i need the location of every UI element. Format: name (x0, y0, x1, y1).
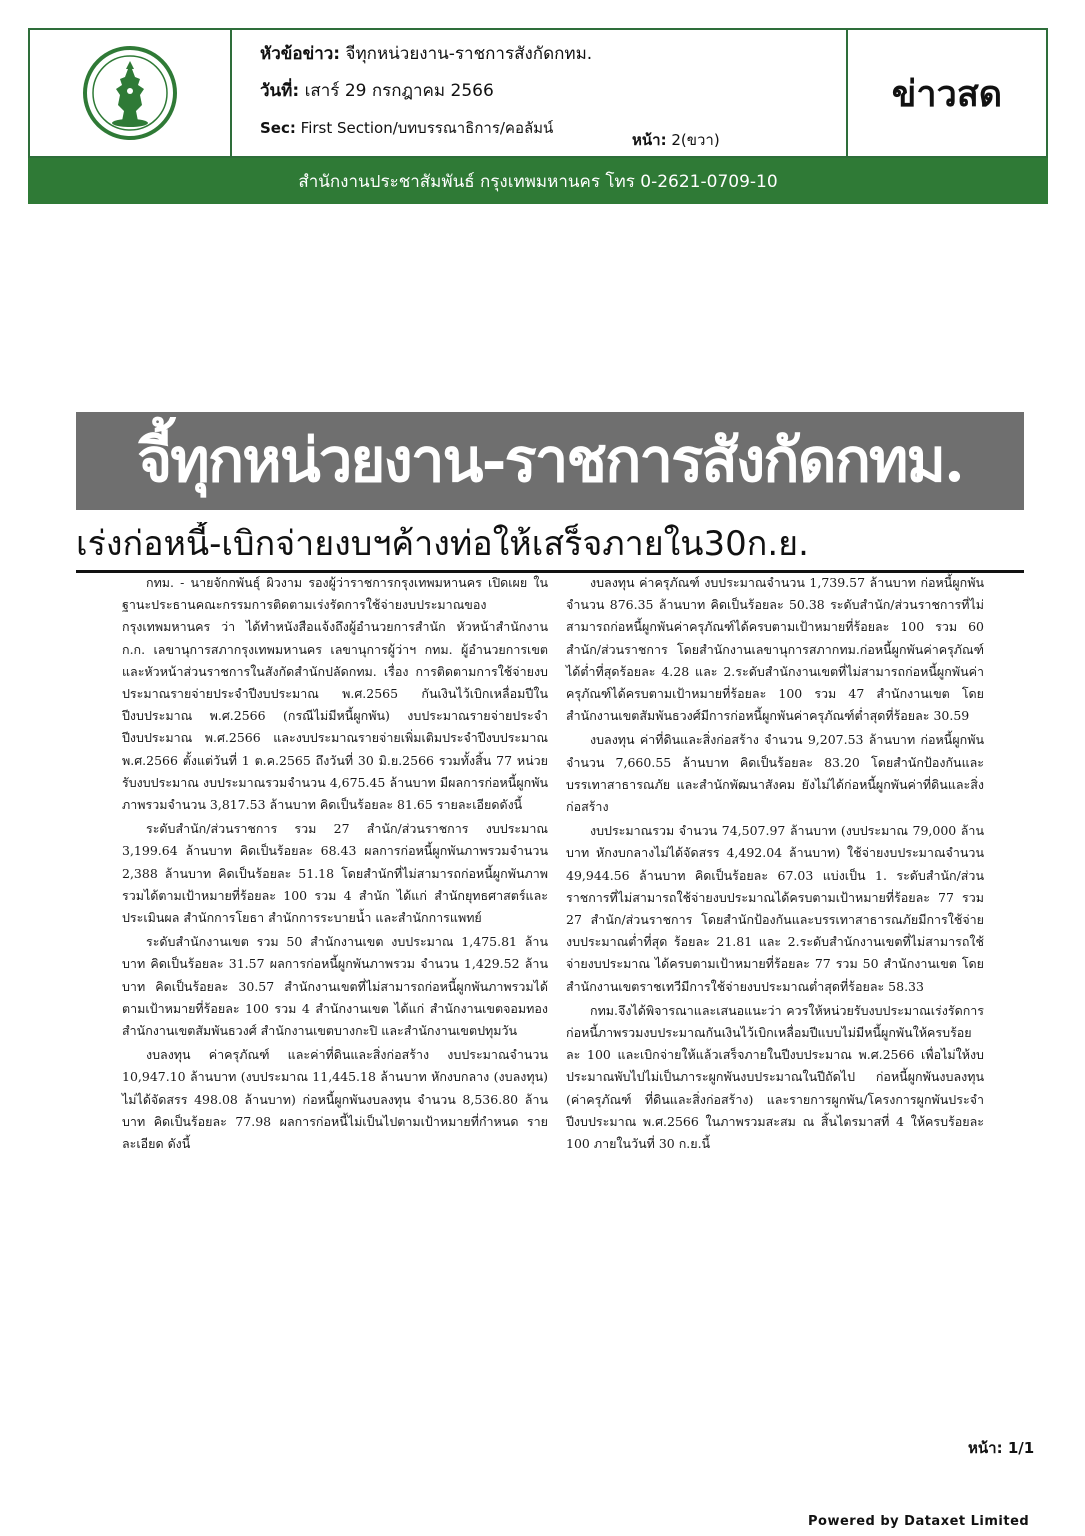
powered-by: Powered by Dataxet Limited (808, 1514, 1030, 1529)
page-label: หน้า: (632, 131, 667, 149)
subheadline: เร่งก่อหนี้-เบิกจ่ายงบฯค้างท่อให้เสร็จภายใน30ก.ย. (76, 522, 1024, 573)
paragraph: ระดับสำนัก/ส่วนราชการ รวม 27 สำนัก/ส่วนราชการ งบประมาณ 3,199.64 ล้านบาท คิดเป็นร้อยละ 68.43 ผลการก่อหนี้ผูกพันภาพรวมจำนวน 2,388 ล้านบาท คิดเป็นร้อยละ 51.18 โดยสำนักที่ไม่สามารถก่อหนี้ผูกพันภาพรวมได้ตามเป้าหมายที่ร้อยละ 100 รวม 4 สำนัก ได้แก่ สำนักยุทธศาสตร์และประเมินผล สำนักการโยธา สำนักการระบายน้ำ และสำนักการแพทย์ (122, 821, 548, 926)
headline: จี้ทุกหน่วยงาน-ราชการสังกัดกทม. (76, 412, 1024, 510)
sec-label: Sec: (260, 119, 296, 137)
article-column-left (122, 572, 548, 1157)
topic-line (260, 44, 846, 64)
paragraph: ระดับสำนักงานเขต รวม 50 สำนักงานเขต งบประมาณ 1,475.81 ล้านบาท คิดเป็นร้อยละ 31.57 ผลการก่อหนี้ผูกพันภาพรวม จำนวน 1,429.52 ล้านบาท คิดเป็นร้อยละ 30.57 สำนักงานเขตที่ไม่สามารถก่อหนี้ผูกพันภาพรวมได้ตามเป้าหมายที่ร้อยละ 100 รวม 4 สำนักงานเขต ได้แก่ สำนักงานเขตจอมทอง สำนักงานเขตสัมพันธวงศ์ สำนักงานเขตบางกะปิ และสำนักงานเขตปทุมวัน (122, 934, 548, 1039)
contact-text: สำนักงานประชาสัมพันธ์ กรุงเทพมหานคร โทร 0-2621-0709-10 (298, 171, 778, 192)
paragraph: งบลงทุน ค่าครุภัณฑ์ งบประมาณจำนวน 1,739.57 ล้านบาท ก่อหนี้ผูกพัน จำนวน 876.35 ล้านบาท คิดเป็นร้อยละ 50.38 ระดับสำนัก/ส่วนราชการที่ไม่สามารถก่อหนี้ผูกพันค่าครุภัณฑ์ได้ครบตามเป้าหมายที่ร้อยละ 100 รวม 60 สำนัก/ส่วนราชการ โดยสำนักงานเลขานุการสภากทม.ก่อหนี้ผูกพันค่าครุภัณฑ์ได้ต่ำที่สุดร้อยละ 4.28 และ 2.ระดับสำนักงานเขตที่ไม่สามารถก่อหนี้ผูกพันค่าครุภัณฑ์ได้ครบตามเป้าหมายที่ร้อยละ 100 รวม 47 สำนักงานเขต โดยสำนักงานเขตสัมพันธวงศ์มีการก่อหนี้ผูกพันค่าครุภัณฑ์ต่ำสุดที่ร้อยละ 30.59 (566, 575, 984, 724)
contact-bar (28, 158, 1048, 204)
source-cell (848, 30, 1046, 156)
topic-value: จีทุกหน่วยงาน-ราชการสังกัดกทม. (345, 44, 593, 64)
date-line (260, 81, 846, 101)
sec-value: First Section/บทบรรณาธิการ/คอลัมน์ (300, 119, 554, 137)
sec-line (260, 118, 846, 138)
info-cell (232, 30, 848, 156)
date-value: เสาร์ 29 กรกฎาคม 2566 (304, 81, 494, 101)
page-number (632, 128, 720, 152)
clipping-header (28, 28, 1048, 158)
bangkok-seal-icon (82, 45, 178, 141)
paragraph: งบประมาณรวม จำนวน 74,507.97 ล้านบาท (งบประมาณ 79,000 ล้านบาท หักงบกลางไม่ได้จัดสรร 4,492.04 ล้านบาท) ใช้จ่ายงบประมาณจำนวน 49,944.56 ล้านบาท คิดเป็นร้อยละ 67.03 แบ่งเป็น 1. ระดับสำนัก/ส่วนราชการที่ไม่สามารถใช้จ่ายงบประมาณได้ครบตามเป้าหมายที่ร้อยละ 77 รวม 27 สำนัก/ส่วนราชการ โดยสำนักป้องกันและบรรเทาสาธารณภัยมีการใช้จ่ายงบประมาณต่ำที่สุด ร้อยละ 21.81 และ 2.ระดับสำนักงานเขตที่ไม่สามารถใช้จ่ายงบประมาณ ได้ครบตามเป้าหมายที่ร้อยละ 77 รวม 50 สำนักงานเขต โดยสำนักงานเขตราชเทวีมีการใช้จ่ายงบประมาณต่ำสุดที่ร้อยละ 58.33 (566, 823, 984, 994)
footer-page-label: หน้า: (968, 1439, 1003, 1457)
topic-label: หัวข้อข่าว: (260, 44, 341, 64)
article-column-right (566, 572, 984, 1157)
page-value: 2(ขวา) (671, 131, 720, 149)
source-name: ข่าวสด (891, 73, 1003, 115)
paragraph: กทม.จึงได้พิจารณาและเสนอแนะว่า ควรให้หน่วยรับงบประมาณเร่งรัดการก่อหนี้ภาพรวมงบประมาณกันเงินไว้เบิกเหลื่อมปีแบบไม่มีหนี้ผูกพันให้ครบร้อยละ 100 และเบิกจ่ายให้แล้วเสร็จภายในปีงบประมาณ พ.ศ.2566 เพื่อไม่ให้งบประมาณพับไปไม่เป็นภาระผูกพันงบประมาณในปีถัดไป ก่อหนี้ผูกพันงบลงทุน (ค่าครุภัณฑ์ ที่ดินและสิ่งก่อสร้าง) และรายการผูกพัน/โครงการผูกพันประจำปีงบประมาณ พ.ศ.2566 ในภาพรวมสะสม ณ สิ้นไตรมาสที่ 4 ให้ครบร้อยละ 100 ภายในวันที่ 30 ก.ย.นี้ (566, 1002, 984, 1152)
date-label: วันที่: (260, 81, 300, 101)
paragraph: งบลงทุน ค่าครุภัณฑ์ และค่าที่ดินและสิ่งก่อสร้าง งบประมาณจำนวน 10,947.10 ล้านบาท (งบประมาณ 11,445.18 ล้านบาท หักงบกลาง (งบลงทุน) ไม่ได้จัดสรร 498.08 ล้านบาท) ก่อหนี้ผูกพันงบลงทุน จำนวน 8,536.80 ล้านบาท คิดเป็นร้อยละ 77.98 ผลการก่อหนี้ไม่เป็นไปตามเป้าหมายที่กำหนด รายละเอียด ดังนี้ (122, 1047, 548, 1152)
paragraph: งบลงทุน ค่าที่ดินและสิ่งก่อสร้าง จำนวน 9,207.53 ล้านบาท ก่อหนี้ผูกพัน จำนวน 7,660.55 ล้านบาท คิดเป็นร้อยละ 83.20 โดยสำนักป้องกันและบรรเทาสาธารณภัย และสำนักพัฒนาสังคม ยังไม่ได้ก่อหนี้ผูกพันค่าที่ดินและสิ่งก่อสร้าง (566, 732, 984, 815)
footer-page-value: 1/1 (1007, 1439, 1035, 1457)
paragraph: กทม. - นายจักกพันธุ์ ผิวงาม รองผู้ว่าราชการกรุงเทพมหานคร เปิดเผย ในฐานะประธานคณะกรรมการติดตามเร่งรัดการใช้จ่ายงบประมาณของกรุงเทพมหานคร ว่า ได้ทำหนังสือแจ้งถึงผู้อำนวยการสำนัก หัวหน้าสำนักงาน ก.ก. เลขานุการสภากรุงเทพมหานคร เลขานุการผู้ว่าฯ กทม. ผู้อำนวยการเขต และหัวหน้าส่วนราชการในสังกัดสำนักปลัดกทม. เรื่อง การติดตามการใช้จ่ายงบประมาณรายจ่ายประจำปีงบประมาณ พ.ศ.2565 กันเงินไว้เบิกเหลื่อมปีในปีงบประมาณ พ.ศ.2566 (กรณีไม่มีหนี้ผูกพัน) งบประมาณรายจ่ายประจำปีงบประมาณ พ.ศ.2566 และงบประมาณรายจ่ายเพิ่มเติมประจำปีงบประมาณ พ.ศ.2566 ตั้งแต่วันที่ 1 ต.ค.2565 ถึงวันที่ 30 มิ.ย.2566 รวมทั้งสิ้น 77 หน่วยรับงบประมาณ งบประมาณรวมจำนวน 4,675.45 ล้านบาท มีผลการก่อหนี้ผูกพันภาพรวมจำนวน 3,817.53 ล้านบาท คิดเป็นร้อยละ 81.65 รายละเอียดดังนี้ (122, 575, 548, 813)
logo-cell (30, 30, 232, 156)
footer-page-number (968, 1436, 1034, 1460)
